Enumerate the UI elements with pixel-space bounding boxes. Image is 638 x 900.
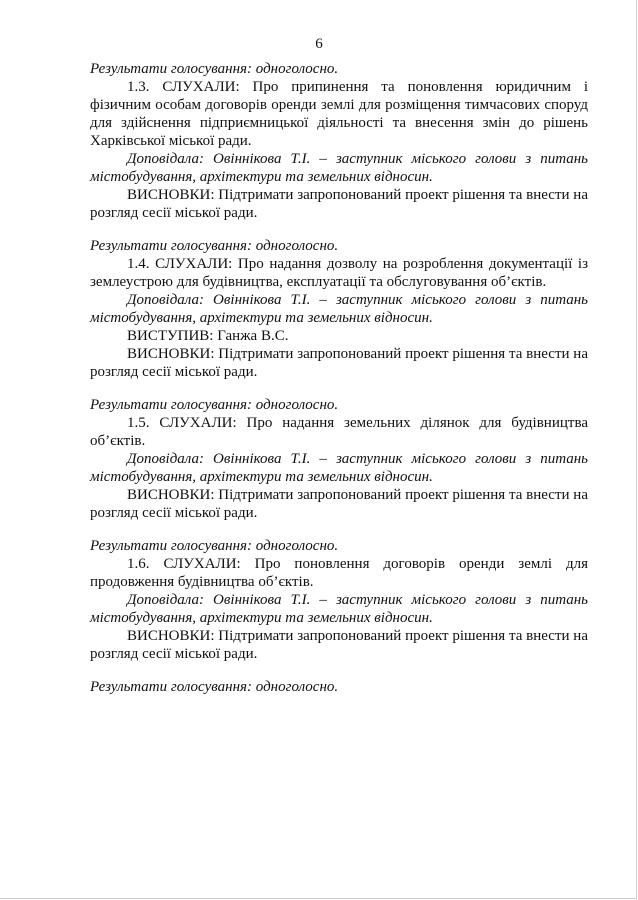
agenda-item-1-4	[90, 255, 588, 414]
document-body	[90, 60, 588, 696]
spoke-paragraph: ВИСТУПИВ: Ганжа В.С.	[127, 328, 289, 344]
speaker-paragraph: Доповідала: Овіннікова Т.І. – заступник міського голови з питань містобудування, архітектури та земельних відносин.	[90, 451, 588, 485]
agenda-item-1-5	[90, 414, 588, 555]
vote-result: Результати голосування: одноголосно.	[90, 397, 339, 413]
conclusion-paragraph: ВИСНОВКИ: Підтримати запропонований проект рішення та внести на розгляд сесії міської ради.	[90, 346, 588, 380]
speaker-paragraph: Доповідала: Овіннікова Т.І. – заступник міського голови з питань містобудування, архітектури та земельних відносин.	[90, 292, 588, 326]
vote-result: Результати голосування: одноголосно.	[90, 679, 339, 695]
vote-result: Результати голосування: одноголосно.	[90, 61, 339, 77]
agenda-item-1-3	[90, 78, 588, 255]
vote-result: Результати голосування: одноголосно.	[90, 538, 339, 554]
speaker-paragraph: Доповідала: Овіннікова Т.І. – заступник міського голови з питань містобудування, архітектури та земельних відносин.	[90, 151, 588, 185]
agenda-item-1-6	[90, 555, 588, 696]
speaker-paragraph: Доповідала: Овіннікова Т.І. – заступник міського голови з питань містобудування, архітектури та земельних відносин.	[90, 592, 588, 626]
heard-paragraph: 1.3. СЛУХАЛИ: Про припинення та поновлення юридичним і фізичним особам договорів оренди землі для розміщення тимчасових споруд для здійснення підприємницької діяльності та внесення змін до рішень Харківської міської ради.	[90, 79, 588, 149]
heard-paragraph: 1.6. СЛУХАЛИ: Про поновлення договорів оренди землі для продовження будівництва об’єктів.	[90, 556, 588, 590]
page-number: 6	[315, 36, 323, 52]
conclusion-paragraph: ВИСНОВКИ: Підтримати запропонований проект рішення та внести на розгляд сесії міської ради.	[90, 187, 588, 221]
conclusion-paragraph: ВИСНОВКИ: Підтримати запропонований проект рішення та внести на розгляд сесії міської ради.	[90, 487, 588, 521]
vote-result: Результати голосування: одноголосно.	[90, 238, 339, 254]
heard-paragraph: 1.4. СЛУХАЛИ: Про надання дозволу на розроблення документації із землеустрою для будівництва, експлуатації та обслуговування об’єктів.	[90, 256, 588, 290]
heard-paragraph: 1.5. СЛУХАЛИ: Про надання земельних ділянок для будівництва об’єктів.	[90, 415, 588, 449]
conclusion-paragraph: ВИСНОВКИ: Підтримати запропонований проект рішення та внести на розгляд сесії міської ради.	[90, 628, 588, 662]
